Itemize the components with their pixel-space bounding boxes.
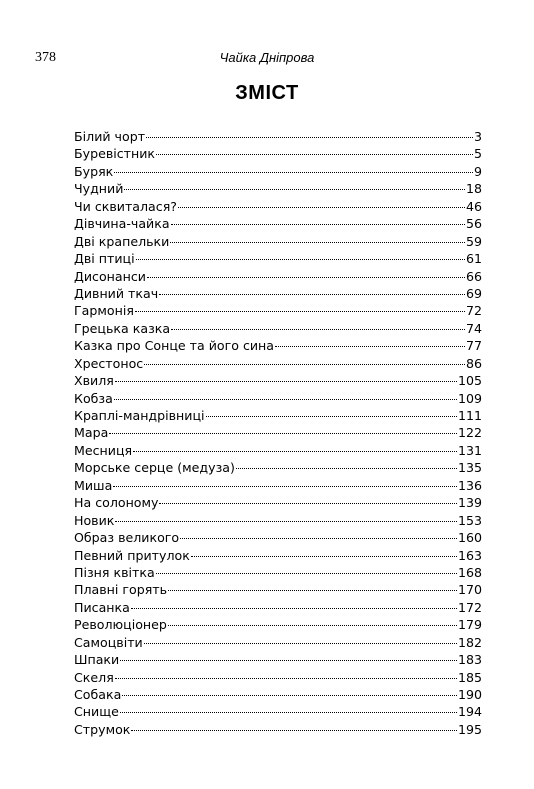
toc-entry [74,145,482,162]
dot-leader [115,521,457,522]
dot-leader [236,468,457,469]
dot-leader [171,329,465,330]
toc-entry [74,651,482,668]
toc-entry [74,424,482,441]
toc-entry [74,233,482,250]
toc-entry [74,599,482,616]
toc-entry [74,215,482,232]
toc-entry-title: Самоцвіти [74,634,143,650]
toc-entry-title: Хрестонос [74,355,144,371]
toc-entry-title: Хвиля [74,373,114,389]
toc-entry-page: 69 [465,285,482,301]
toc-entry-title: Дівчина-чайка [74,216,170,232]
toc-entry [74,407,482,424]
toc-entry-page: 66 [465,268,482,284]
toc-entry-page: 105 [457,373,482,389]
toc-entry [74,721,482,738]
dot-leader [171,224,465,225]
toc-entry-page: 5 [473,146,482,162]
toc-entry-title: Краплі-мандрівниці [74,408,205,423]
toc-entry-page: 195 [457,721,482,737]
toc-entry-title: Струмок [74,721,131,737]
toc-entry [74,320,482,337]
toc-entry-page: 153 [457,512,482,528]
dot-leader [109,433,457,434]
toc-entry-page: 170 [457,582,482,598]
toc-entry-page: 111 [457,408,482,423]
toc-list [74,128,482,738]
toc-entry-page: 109 [457,390,482,406]
toc-entry [74,477,482,494]
toc-entry-title: Миша [74,477,113,493]
toc-entry [74,564,482,581]
toc-entry-title: На солоному [74,495,159,511]
toc-entry-title: Собака [74,687,122,702]
toc-entry-page: 61 [465,251,482,267]
toc-entry-title: Дві птиці [74,251,135,267]
toc-entry-title: Дисонанси [74,268,146,284]
toc-entry-page: 56 [465,216,482,232]
dot-leader [120,712,457,713]
toc-entry [74,372,482,389]
toc-entry [74,547,482,564]
toc-title: ЗМІСТ [235,82,299,104]
dot-leader [133,451,457,452]
toc-entry [74,250,482,267]
toc-entry-page: 77 [465,338,482,354]
toc-entry-page: 163 [457,547,482,563]
toc-entry-title: Новик [74,512,115,528]
dot-leader [136,259,465,260]
toc-entry-title: Чудний [74,181,124,197]
dot-leader [156,154,473,155]
page-number: 378 [35,50,56,65]
dot-leader [147,277,465,278]
toc-entry-page: 131 [457,442,482,458]
dot-leader [275,346,465,347]
toc-entry-title: Мара [74,425,109,441]
toc-entry-page: 160 [457,530,482,546]
toc-entry [74,355,482,372]
dot-leader [114,172,473,173]
dot-leader [170,242,465,243]
toc-entry [74,634,482,651]
dot-leader [114,399,457,400]
toc-entry-page: 179 [457,617,482,633]
toc-entry-page: 190 [457,687,482,702]
toc-entry-title: Плавні горять [74,582,168,598]
toc-entry [74,198,482,215]
toc-entry-title: Певний притулок [74,547,190,563]
toc-entry-title: Революціонер [74,617,167,633]
toc-entry [74,442,482,459]
dot-leader [159,503,456,504]
toc-entry-title: Дивний ткач [74,285,159,301]
toc-entry-page: 136 [457,477,482,493]
toc-entry-page: 9 [473,163,482,179]
toc-entry-page: 135 [457,460,482,476]
toc-entry-page: 59 [465,233,482,249]
dot-leader [178,207,465,208]
toc-entry-page: 168 [457,564,482,580]
toc-entry [74,337,482,354]
dot-leader [144,364,465,365]
toc-entry [74,686,482,703]
dot-leader [156,573,457,574]
toc-entry-title: Шпаки [74,652,120,668]
toc-entry-page: 182 [457,634,482,650]
toc-entry-page: 183 [457,652,482,668]
dot-leader [168,590,457,591]
toc-entry-page: 46 [465,198,482,214]
toc-entry [74,128,482,145]
dot-leader [124,189,465,190]
toc-entry-title: Гармонія [74,303,134,319]
dot-leader [115,678,457,679]
toc-entry-page: 18 [465,181,482,197]
toc-entry-page: 74 [465,320,482,336]
toc-entry [74,285,482,302]
dot-leader [115,381,457,382]
toc-entry-page: 172 [457,599,482,615]
toc-entry-title: Снище [74,704,119,720]
toc-entry [74,180,482,197]
toc-entry-title: Казка про Сонце та його сина [74,338,275,354]
dot-leader [120,660,457,661]
toc-entry-page: 86 [465,355,482,371]
toc-entry-page: 139 [457,495,482,511]
toc-entry [74,494,482,511]
dot-leader [144,643,457,644]
dot-leader [206,416,457,417]
dot-leader [168,625,457,626]
toc-entry-page: 72 [465,303,482,319]
toc-entry [74,616,482,633]
toc-entry-title: Буряк [74,163,114,179]
toc-entry [74,512,482,529]
toc-entry-page: 3 [473,129,482,144]
toc-entry-page: 185 [457,669,482,685]
running-head: Чайка Дніпрова [219,50,315,65]
toc-entry-title: Кобза [74,390,113,406]
toc-entry-title: Образ великого [74,530,180,546]
toc-entry-title: Пізня квітка [74,564,155,580]
toc-entry-title: Скеля [74,669,114,685]
toc-entry [74,529,482,546]
toc-entry-title: Дві крапельки [74,233,170,249]
dot-leader [113,486,457,487]
toc-entry-title: Месниця [74,442,133,458]
dot-leader [146,137,473,138]
toc-entry-title: Буревістник [74,146,156,162]
toc-entry-title: Морське серце (медуза) [74,460,235,476]
dot-leader [180,538,457,539]
dot-leader [122,695,457,696]
toc-entry-title: Грецька казка [74,320,171,336]
toc-entry [74,669,482,686]
dot-leader [159,294,465,295]
dot-leader [191,556,457,557]
toc-entry-page: 122 [457,425,482,441]
toc-entry [74,390,482,407]
toc-entry [74,459,482,476]
toc-entry [74,703,482,720]
dot-leader [135,311,465,312]
dot-leader [131,608,457,609]
toc-entry-page: 194 [457,704,482,720]
toc-entry-title: Писанка [74,599,130,615]
toc-entry [74,268,482,285]
dot-leader [131,730,457,731]
toc-entry-title: Білий чорт [74,129,146,144]
toc-entry [74,302,482,319]
toc-entry-title: Чи сквиталася? [74,198,177,214]
toc-entry [74,163,482,180]
toc-entry [74,581,482,598]
